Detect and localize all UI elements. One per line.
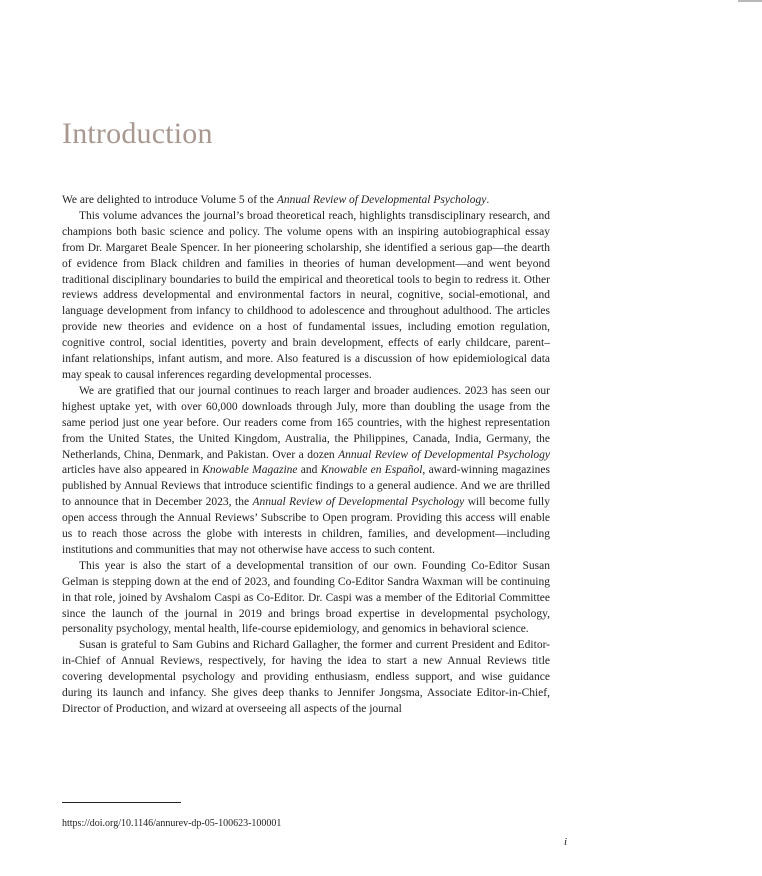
- paragraph: [62, 384, 550, 559]
- paragraph: [62, 193, 550, 209]
- paragraph: [62, 559, 550, 639]
- paragraph: [62, 638, 550, 718]
- text-run: We are gratified that our journal continues to reach larger and broader audiences. 2023 has seen our highest uptake yet, with over 60,000 downloads through July, more than doubling the usage from the same period just one year before. Our readers come from 165 countries, with the highest representation from the United States, the United Kingdom, Australia, the Philippines, Canada, India, Germany, the Netherlands, China, Denmark, and Pakistan. Over a dozen: [62, 384, 550, 461]
- italic-title-run: Annual Review of Developmental Psychology: [252, 496, 465, 509]
- article-body: [62, 193, 550, 718]
- footnote-divider: [62, 802, 181, 803]
- text-run: , award-winning magazines published by Annual Reviews that introduce scientific findings to a general audience. And we are thrilled to announce that in December 2023, the: [62, 464, 550, 509]
- italic-title-run: Annual Review of Developmental Psychology: [338, 448, 550, 461]
- text-run: articles have also appeared in: [62, 464, 203, 477]
- top-edge-rule: [738, 0, 762, 2]
- italic-title-run: Knowable Magazine: [202, 464, 298, 477]
- italic-title-run: Knowable en Español: [320, 464, 423, 477]
- text-run: We are delighted to introduce Volume 5 of the: [62, 194, 277, 206]
- section-title: Introduction: [62, 117, 213, 150]
- text-run: Susan is grateful to Sam Gubins and Richard Gallagher, the former and current President and Editor-in-Chief of Annual Reviews, respectively, for having the idea to start a new Annual Reviews title covering developmental psychology and providing enthusiasm, endless support, and wise guidance during its launch and infancy. She gives deep thanks to Jennifer Jongsma, Associate Editor-in-Chief, Director of Production, and wizard at overseeing all aspects of the journal: [62, 639, 550, 715]
- text-run: This volume advances the journal’s broad theoretical reach, highlights transdisciplinary research, and champions both basic science and policy. The volume opens with an inspiring autobiographical essay from Dr. Margaret Beale Spencer. In her pioneering scholarship, she identified a serious gap—the dearth of evidence from Black children and families in theories of human development—and went beyond traditional disciplinary boundaries to build the empirical and theoretical tools to begin to redress it. Other reviews address developmental and environmental factors in neural, cognitive, social-emotional, and language development from infancy to childhood to adolescence and throughout adulthood. The articles provide new theories and evidence on a host of fundamental issues, including emotion regulation, cognitive control, social identities, poverty and brain development, effects of early childcare, parent–infant relationships, infant autism, and more. Also featured is a discussion of how epidemiological data may speak to causal inferences regarding developmental processes.: [62, 209, 550, 381]
- text-run: This year is also the start of a developmental transition of our own. Founding Co-Editor Susan Gelman is stepping down at the end of 2023, and founding Co-Editor Sandra Waxman will be continuing in that role, joined by Avshalom Caspi as Co-Editor. Dr. Caspi was a member of the Editorial Committee since the launch of the journal in 2019 and brings broad expertise in developmental psychology, personality psychology, mental health, life-course epidemiology, and genomics in behavioral science.: [62, 559, 550, 636]
- paragraph: [62, 209, 550, 384]
- text-run: and: [297, 464, 321, 477]
- text-run: will become fully open access through the Annual Reviews’ Subscribe to Open program. Providing this access will enable us to reach those across the globe with interests in children, families, and development—including institutions and communities that may not otherwise have access to such content.: [62, 496, 550, 556]
- text-run: .: [486, 194, 490, 206]
- doi-link[interactable]: https://doi.org/10.1146/annurev-dp-05-100623-100001: [62, 818, 282, 829]
- page-number: i: [564, 836, 568, 848]
- italic-title-run: Annual Review of Developmental Psychology: [276, 194, 487, 206]
